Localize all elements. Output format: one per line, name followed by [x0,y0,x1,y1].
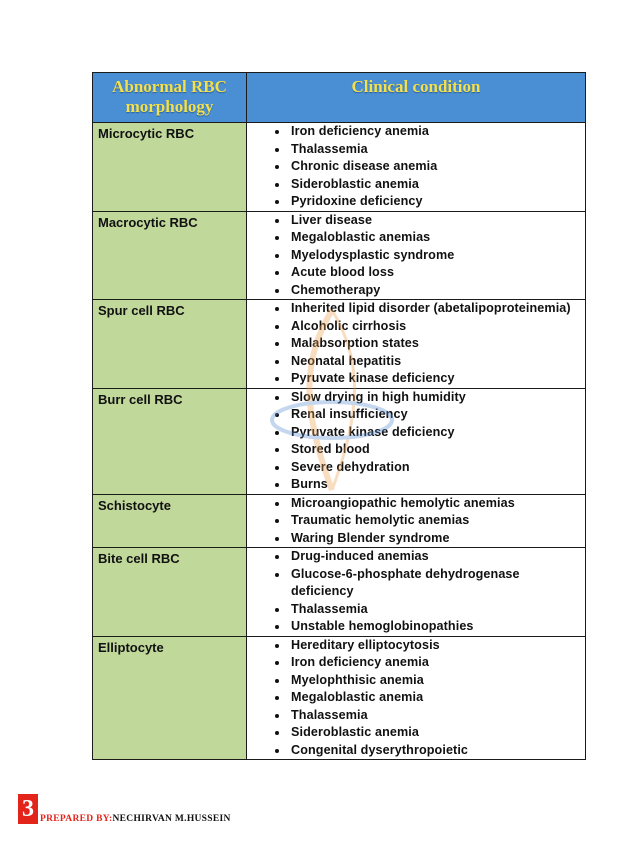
condition-list [247,495,585,548]
condition-item: Acute blood loss [291,264,585,282]
morphology-cell: Schistocyte [93,494,247,548]
condition-item: Renal insufficiency [291,406,585,424]
condition-list [247,212,585,300]
condition-list [247,637,585,760]
condition-list [247,300,585,388]
condition-item: Thalassemia [291,601,585,619]
condition-item: Pyridoxine deficiency [291,193,585,211]
condition-item: Thalassemia [291,707,585,725]
condition-item: Thalassemia [291,141,585,159]
condition-item: Chronic disease anemia [291,158,585,176]
condition-item: Megaloblastic anemia [291,689,585,707]
morphology-cell: Microcytic RBC [93,123,247,212]
condition-item: Slow drying in high humidity [291,389,585,407]
author-name: NECHIRVAN M.HUSSEIN [112,814,231,824]
condition-item: Microangiopathic hemolytic anemias [291,495,585,513]
table-body [93,123,586,760]
condition-item: Drug-induced anemias [291,548,585,566]
table-row [93,123,586,212]
page-number-badge: 3 [18,794,38,824]
condition-item: Chemotherapy [291,282,585,300]
morphology-cell: Macrocytic RBC [93,211,247,300]
condition-item: Myelodysplastic syndrome [291,247,585,265]
condition-item: Unstable hemoglobinopathies [291,618,585,636]
condition-cell [247,123,586,212]
rbc-morphology-table [92,72,586,760]
table-row [93,300,586,389]
condition-list [247,123,585,211]
condition-item: Burns [291,476,585,494]
condition-item: Stored blood [291,441,585,459]
condition-cell [247,548,586,637]
condition-item: Iron deficiency anemia [291,123,585,141]
condition-item: Sideroblastic anemia [291,724,585,742]
table-row [93,548,586,637]
morphology-cell: Bite cell RBC [93,548,247,637]
condition-item: Malabsorption states [291,335,585,353]
table-row [93,211,586,300]
condition-item: Hereditary elliptocytosis [291,637,585,655]
condition-item: Waring Blender syndrome [291,530,585,548]
condition-item: Alcoholic cirrhosis [291,318,585,336]
condition-item: Neonatal hepatitis [291,353,585,371]
prepared-by [40,814,231,824]
header-morphology: Abnormal RBC morphology [93,73,247,123]
condition-item: Traumatic hemolytic anemias [291,512,585,530]
prepared-label: PREPARED BY: [40,814,113,824]
condition-item: Congenital dyserythropoietic [291,742,585,760]
condition-item: Glucose-6-phosphate dehydrogenase deficiency [291,566,585,601]
condition-cell [247,300,586,389]
table-row [93,636,586,760]
table-header-row [93,73,586,123]
morphology-cell: Spur cell RBC [93,300,247,389]
morphology-cell: Elliptocyte [93,636,247,760]
condition-item: Liver disease [291,212,585,230]
condition-item: Inherited lipid disorder (abetalipoproteinemia) [291,300,585,318]
condition-cell [247,388,586,494]
table-row [93,388,586,494]
condition-item: Pyruvate kinase deficiency [291,424,585,442]
condition-item: Iron deficiency anemia [291,654,585,672]
condition-item: Pyruvate kinase deficiency [291,370,585,388]
condition-cell [247,494,586,548]
condition-item: Myelophthisic anemia [291,672,585,690]
condition-list [247,389,585,494]
table-row [93,494,586,548]
header-clinical-condition: Clinical condition [247,73,586,123]
condition-item: Megaloblastic anemias [291,229,585,247]
condition-cell [247,211,586,300]
condition-item: Sideroblastic anemia [291,176,585,194]
condition-cell [247,636,586,760]
condition-list [247,548,585,636]
condition-item: Severe dehydration [291,459,585,477]
morphology-cell: Burr cell RBC [93,388,247,494]
